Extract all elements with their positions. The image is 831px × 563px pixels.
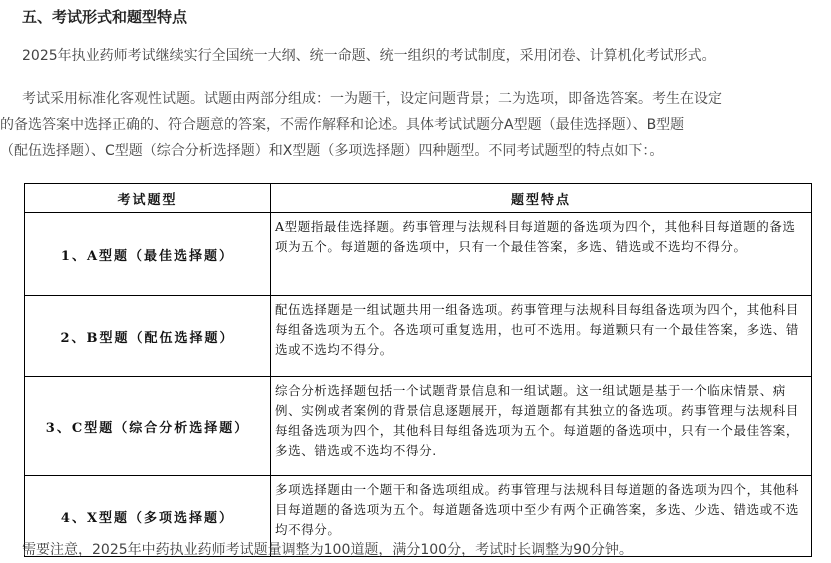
question-feature-cell: 综合分析选择题包括一个试题背景信息和一组试题。这一组试题是基于一个临床情景、病例、实例或者案例的背景信息逐题展开，每道题都有其独立的备选项。药事管理与法规科目每组备选项为四个，其他科目每组备选项为五个。每道题的备选项中，只有一个最佳答案，多选、错选或不选均不得分. bbox=[271, 377, 812, 476]
question-type-cell: 2、B型题（配伍选择题） bbox=[25, 296, 271, 377]
question-format-paragraph bbox=[0, 86, 722, 164]
paragraph-line: 的备选答案中选择正确的、符合题意的答案，不需作解释和论述。具体考试试题分A型题（最佳选择题）、B型题 bbox=[0, 117, 685, 133]
table-row bbox=[25, 213, 812, 296]
paragraph-line: （配伍选择题）、C型题（综合分析选择题）和X型题（多项选择题）四种题型。不同考试题型的特点如下：。 bbox=[0, 143, 664, 159]
question-feature-cell: A型题指最佳选择题。药事管理与法规科目每道题的备选项为四个，其他科目每道题的备选项为五个。每道题的备选项中，只有一个最佳答案，多选、错选或不选均不得分。 bbox=[271, 213, 812, 296]
question-feature-cell: 多项选择题由一个题干和备选项组成。药事管理与法规科目每道题的备选项为四个，其他科目每道题的备选项为五个。每道题备选项中至少有两个正确答案，多选、少选、错选或不选均不得分。 bbox=[271, 476, 812, 557]
table-header-row bbox=[25, 184, 812, 213]
paragraph-line: 考试采用标准化客观性试题。试题由两部分组成：一为题干，设定问题背景；二为选项，即备选答案。考生在设定 bbox=[22, 91, 722, 107]
question-type-cell: 1、A型题（最佳选择题） bbox=[25, 213, 271, 296]
table-row bbox=[25, 296, 812, 377]
note-paragraph: 需要注意，2025年中药执业药师考试题量调整为100道题，满分100分，考试时长调整为90分钟。 bbox=[22, 542, 633, 558]
section-title: 五、考试形式和题型特点 bbox=[22, 8, 188, 26]
intro-paragraph: 2025年执业药师考试继续实行全国统一大纲、统一命题、统一组织的考试制度，采用闭卷、计算机化考试形式。 bbox=[22, 48, 716, 64]
table-row bbox=[25, 377, 812, 476]
question-type-cell: 4、X型题（多项选择题） bbox=[25, 476, 271, 557]
header-features: 题型特点 bbox=[271, 184, 812, 213]
question-type-cell: 3、C型题（综合分析选择题） bbox=[25, 377, 271, 476]
header-type: 考试题型 bbox=[25, 184, 271, 213]
question-types-table bbox=[24, 183, 812, 557]
question-feature-cell: 配伍选择题是一组试题共用一组备选项。药事管理与法规科目每组备选项为四个，其他科目每组备选项为五个。各选项可重复选用，也可不选用。每道颗只有一个最佳答案，多选、错选或不选均不得分。 bbox=[271, 296, 812, 377]
